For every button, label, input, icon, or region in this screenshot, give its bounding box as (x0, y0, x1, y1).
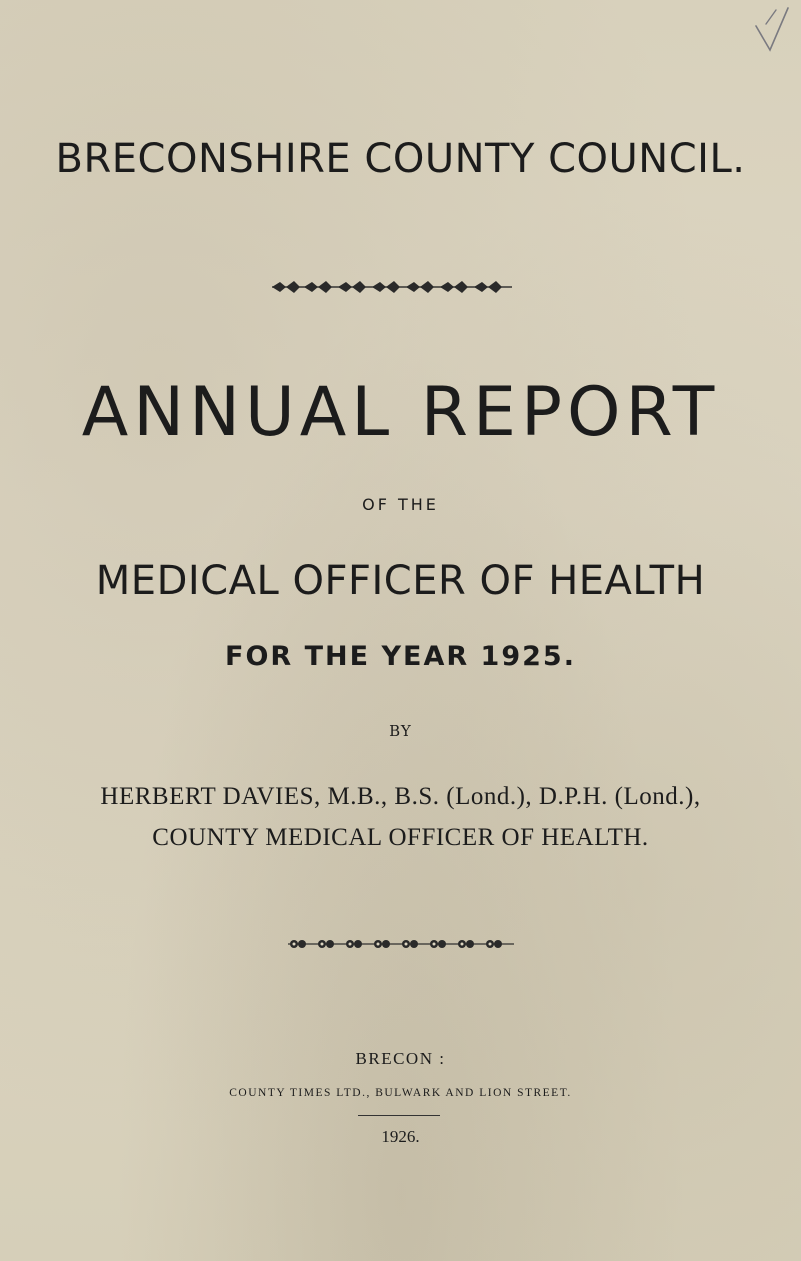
printer-imprint: COUNTY TIMES LTD., BULWARK AND LION STREET. (229, 1087, 572, 1099)
office-heading: MEDICAL OFFICER OF HEALTH (95, 558, 706, 604)
report-title: ANNUAL REPORT (81, 373, 720, 452)
publication-year: 1926. (381, 1127, 420, 1146)
author-position: COUNTY MEDICAL OFFICER OF HEALTH. (152, 824, 649, 851)
by-label: BY (389, 722, 412, 740)
of-the-label: OF THE (362, 495, 439, 514)
imprint-rule (358, 1115, 440, 1116)
issuer-heading: BRECONSHIRE COUNTY COUNCIL. (55, 136, 746, 182)
pencil-mark-icon (752, 4, 792, 54)
publication-place: BRECON : (355, 1049, 446, 1068)
bottom-ornament-divider (288, 936, 514, 952)
report-year: FOR THE YEAR 1925. (225, 641, 576, 672)
author-name: HERBERT DAVIES, M.B., B.S. (Lond.), D.P.H. (Lond.), (100, 783, 701, 810)
top-ornament-divider (272, 279, 512, 295)
